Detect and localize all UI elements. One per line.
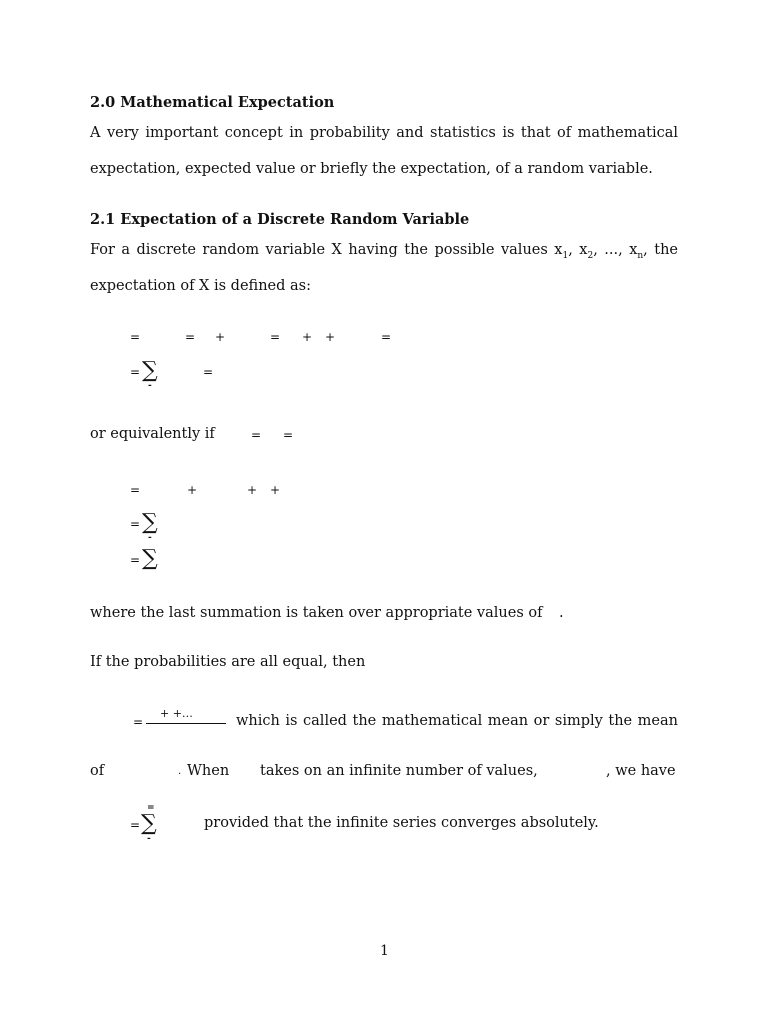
equals-sign: = xyxy=(130,483,141,497)
text-fragment: , x xyxy=(568,242,588,258)
subscript: n xyxy=(637,250,644,261)
equals-sign: = xyxy=(203,365,214,379)
equals-sign: = xyxy=(251,428,262,442)
equals-sign: = xyxy=(185,330,196,344)
paragraph-line: expectation, expected value or briefly the expectation, of a random variable. xyxy=(90,161,653,177)
equals-sign: = xyxy=(381,330,392,344)
equals-sign: = xyxy=(130,517,141,531)
sigma-symbol: ∑ xyxy=(142,510,158,535)
plus-sign: + xyxy=(325,330,336,344)
paragraph-line: where the last summation is taken over appropriate values of xyxy=(90,605,543,621)
text-fragment: For a discrete random variable X having the possible values x xyxy=(90,242,563,258)
text-fragment: , ..., x xyxy=(593,242,638,258)
period: . xyxy=(559,605,564,621)
equals-sign: = xyxy=(130,553,141,567)
equals-sign: = xyxy=(130,818,141,832)
paragraph-line: expectation of X is defined as: xyxy=(90,278,311,294)
paragraph-line: If the probabilities are all equal, then xyxy=(90,654,366,670)
section-heading-2-0: 2.0 Mathematical Expectation xyxy=(90,94,335,111)
sigma-subscript: - xyxy=(147,834,151,844)
paragraph-line xyxy=(90,242,678,261)
sigma-subscript: - xyxy=(148,381,152,391)
sigma-superscript: = xyxy=(147,803,155,813)
plus-sign: + xyxy=(187,483,198,497)
equals-sign: = xyxy=(133,715,144,729)
plus-sign: + xyxy=(302,330,313,344)
sigma-symbol: ∑ xyxy=(142,358,158,383)
text-fragment: of xyxy=(90,763,105,779)
paragraph-line: or equivalently if xyxy=(90,426,215,442)
text-fragment: takes on an infinite number of values, xyxy=(260,763,538,779)
subscript: 2 xyxy=(587,250,594,261)
paragraph-line: provided that the infinite series converges absolutely. xyxy=(204,815,599,831)
equals-sign: = xyxy=(130,330,141,344)
fraction-bar xyxy=(146,723,226,724)
sigma-subscript: - xyxy=(148,533,152,543)
equals-sign: = xyxy=(270,330,281,344)
plus-sign: + xyxy=(215,330,226,344)
text-fragment: , we have xyxy=(606,763,676,779)
text-fragment: When xyxy=(187,763,230,779)
paragraph-line: A very important concept in probability and statistics is that of mathematical xyxy=(90,125,678,141)
fraction-numerator: + +… xyxy=(160,707,193,720)
plus-sign: + xyxy=(270,483,281,497)
paragraph-line: which is called the mathematical mean or simply the mean xyxy=(236,713,678,729)
text-fragment: , the xyxy=(643,242,678,258)
equals-sign: = xyxy=(130,365,141,379)
sigma-symbol: ∑ xyxy=(142,546,158,571)
section-heading-2-1: 2.1 Expectation of a Discrete Random Variable xyxy=(90,211,470,228)
period: . xyxy=(178,766,182,777)
plus-sign: + xyxy=(247,483,258,497)
equals-sign: = xyxy=(283,428,294,442)
subscript: 1 xyxy=(562,250,569,261)
sigma-symbol: ∑ xyxy=(141,811,157,836)
page-number: 1 xyxy=(380,943,389,959)
